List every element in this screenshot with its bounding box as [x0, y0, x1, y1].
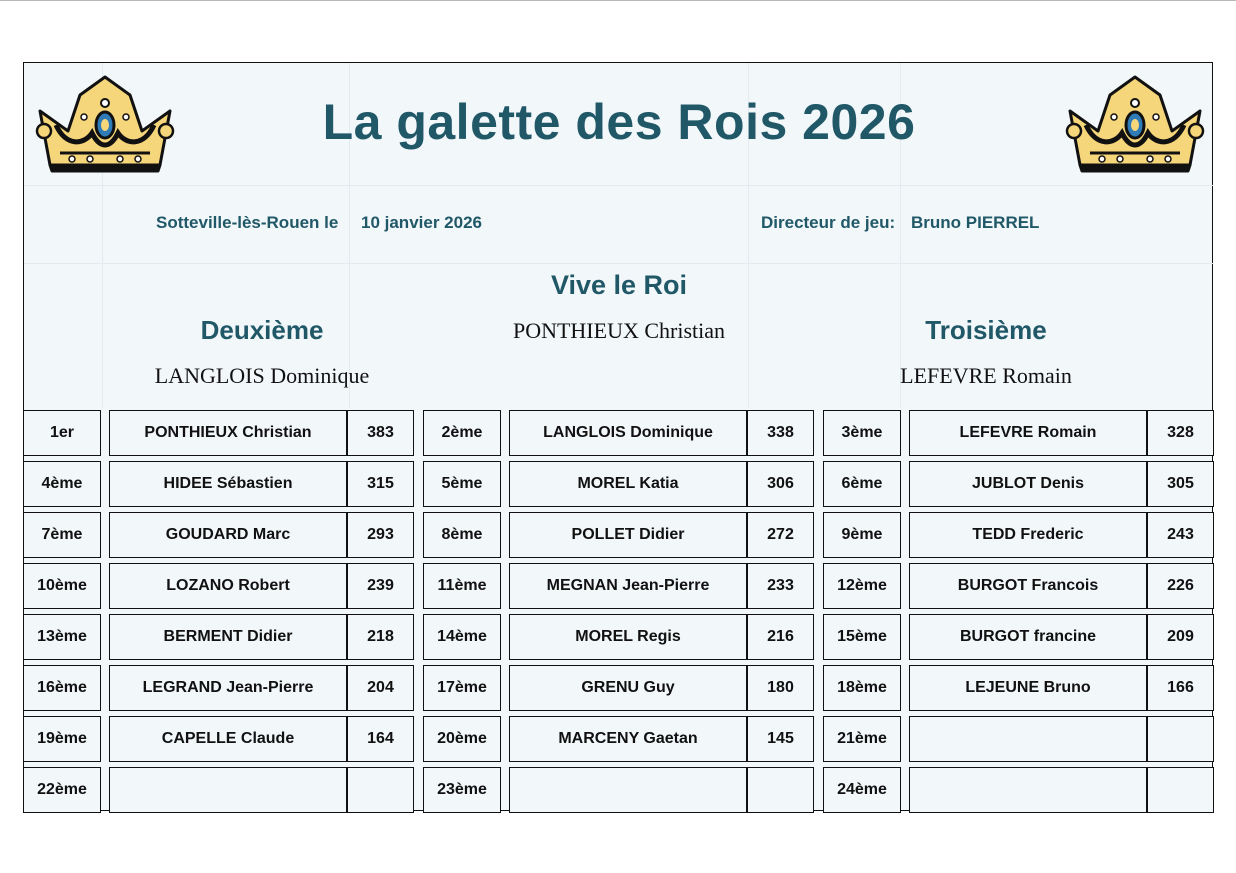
second-name: LANGLOIS Dominique	[154, 363, 370, 388]
rank-cell: 2ème	[423, 410, 501, 456]
rank-cell: 15ème	[823, 614, 901, 660]
player-name-cell	[909, 767, 1147, 813]
gridline	[24, 263, 1214, 264]
player-name-cell	[909, 716, 1147, 762]
player-name-cell: TEDD Frederic	[909, 512, 1147, 558]
player-name-cell	[109, 767, 347, 813]
rank-cell: 8ème	[423, 512, 501, 558]
rank-cell: 24ème	[823, 767, 901, 813]
player-name-cell: PONTHIEUX Christian	[109, 410, 347, 456]
score-cell: 338	[747, 410, 814, 456]
rank-cell: 13ème	[23, 614, 101, 660]
score-cell: 233	[747, 563, 814, 609]
third-heading: Troisième	[925, 315, 1047, 345]
score-cell: 145	[747, 716, 814, 762]
score-cell: 306	[747, 461, 814, 507]
player-name-cell: MOREL Regis	[509, 614, 747, 660]
rank-cell: 11ème	[423, 563, 501, 609]
score-cell: 272	[747, 512, 814, 558]
rank-cell: 4ème	[23, 461, 101, 507]
gridline	[24, 185, 1214, 186]
score-cell: 328	[1147, 410, 1214, 456]
rank-cell: 5ème	[423, 461, 501, 507]
player-name-cell: CAPELLE Claude	[109, 716, 347, 762]
third-name: LEFEVRE Romain	[900, 363, 1072, 388]
location-label: Sotteville-lès-Rouen le	[156, 213, 339, 232]
player-name-cell: GOUDARD Marc	[109, 512, 347, 558]
rank-cell: 22ème	[23, 767, 101, 813]
player-name-cell: HIDEE Sébastien	[109, 461, 347, 507]
score-cell: 226	[1147, 563, 1214, 609]
player-name-cell: MEGNAN Jean-Pierre	[509, 563, 747, 609]
event-date: 10 janvier 2026	[361, 213, 482, 232]
king-name: PONTHIEUX Christian	[512, 318, 726, 343]
player-name-cell: MOREL Katia	[509, 461, 747, 507]
player-name-cell	[509, 767, 747, 813]
score-cell: 315	[347, 461, 414, 507]
player-name-cell: LEGRAND Jean-Pierre	[109, 665, 347, 711]
rank-cell: 17ème	[423, 665, 501, 711]
player-name-cell: GRENU Guy	[509, 665, 747, 711]
king-heading: Vive le Roi	[550, 270, 688, 300]
rank-cell: 3ème	[823, 410, 901, 456]
score-cell	[347, 767, 414, 813]
rank-cell: 12ème	[823, 563, 901, 609]
score-cell: 216	[747, 614, 814, 660]
rank-cell: 21ème	[823, 716, 901, 762]
page-title: La galette des Rois 2026	[322, 94, 916, 150]
rank-cell: 7ème	[23, 512, 101, 558]
score-cell	[1147, 716, 1214, 762]
score-cell: 383	[347, 410, 414, 456]
rank-cell: 6ème	[823, 461, 901, 507]
player-name-cell: BURGOT Francois	[909, 563, 1147, 609]
player-name-cell: POLLET Didier	[509, 512, 747, 558]
player-name-cell: MARCENY Gaetan	[509, 716, 747, 762]
score-cell	[1147, 767, 1214, 813]
score-cell: 164	[347, 716, 414, 762]
player-name-cell: LOZANO Robert	[109, 563, 347, 609]
player-name-cell: LANGLOIS Dominique	[509, 410, 747, 456]
rank-cell: 18ème	[823, 665, 901, 711]
player-name-cell: LEJEUNE Bruno	[909, 665, 1147, 711]
score-cell: 243	[1147, 512, 1214, 558]
player-name-cell: BURGOT francine	[909, 614, 1147, 660]
page-top-line	[0, 0, 1236, 1]
rank-cell: 9ème	[823, 512, 901, 558]
director-label: Directeur de jeu:	[761, 213, 896, 232]
score-cell: 209	[1147, 614, 1214, 660]
score-cell: 218	[347, 614, 414, 660]
second-heading: Deuxième	[200, 315, 324, 345]
rank-cell: 19ème	[23, 716, 101, 762]
rank-cell: 20ème	[423, 716, 501, 762]
score-cell: 204	[347, 665, 414, 711]
score-cell: 180	[747, 665, 814, 711]
rank-cell: 16ème	[23, 665, 101, 711]
rank-cell: 1er	[23, 410, 101, 456]
rank-cell: 10ème	[23, 563, 101, 609]
score-cell: 305	[1147, 461, 1214, 507]
director-name: Bruno PIERREL	[911, 213, 1040, 232]
score-cell: 239	[347, 563, 414, 609]
score-cell	[747, 767, 814, 813]
score-cell: 166	[1147, 665, 1214, 711]
player-name-cell: LEFEVRE Romain	[909, 410, 1147, 456]
player-name-cell: BERMENT Didier	[109, 614, 347, 660]
rank-cell: 14ème	[423, 614, 501, 660]
score-cell: 293	[347, 512, 414, 558]
rank-cell: 23ème	[423, 767, 501, 813]
player-name-cell: JUBLOT Denis	[909, 461, 1147, 507]
